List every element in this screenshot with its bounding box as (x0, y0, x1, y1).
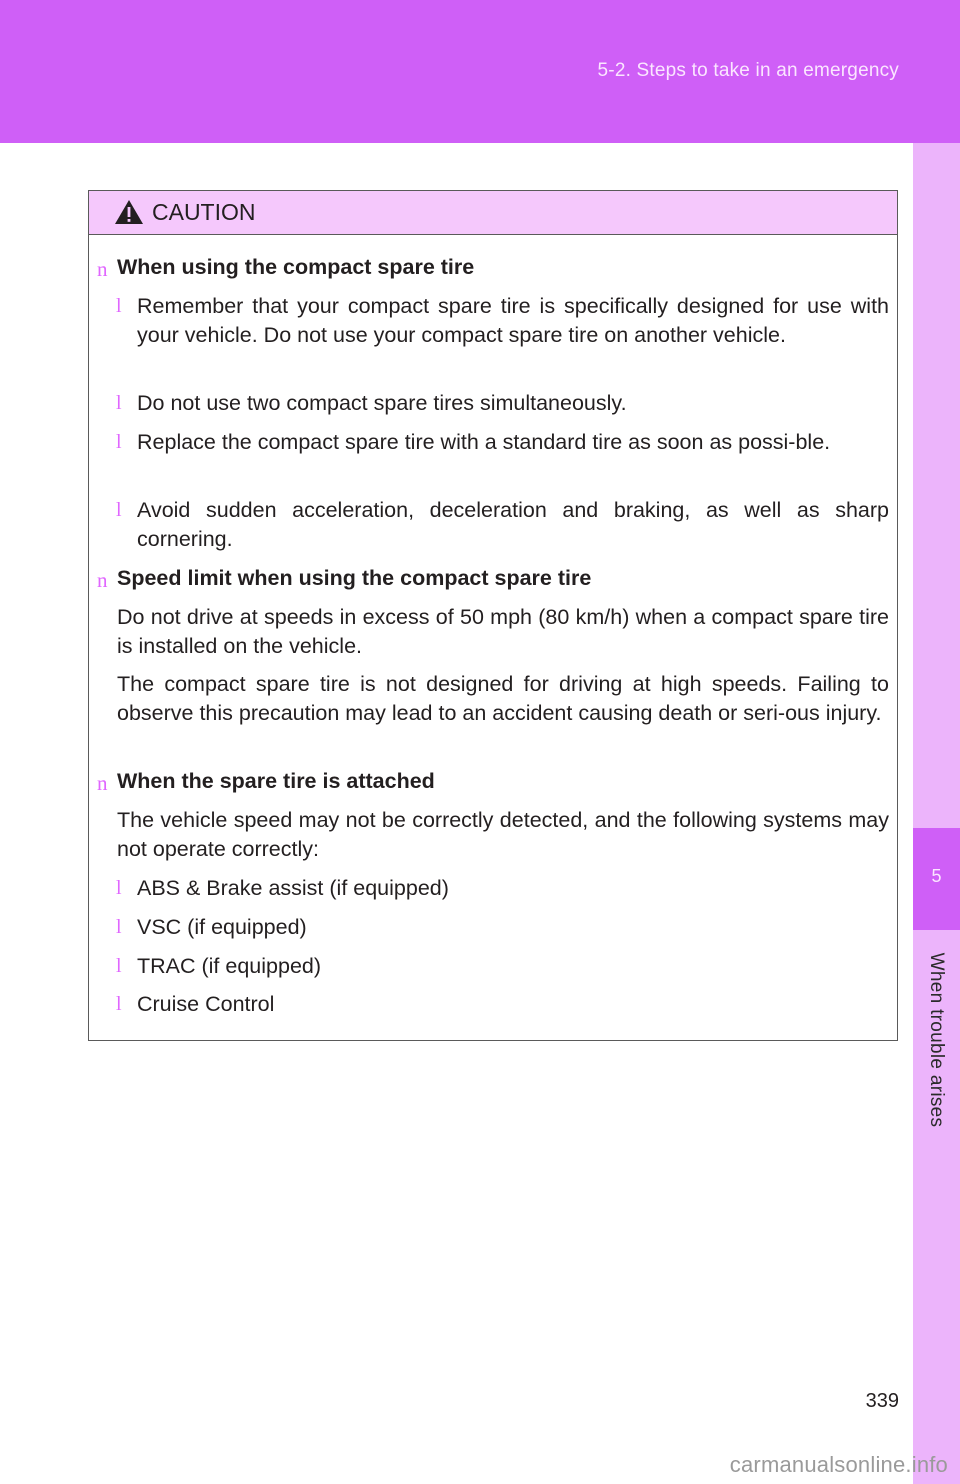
bullet-marker: l (116, 392, 122, 414)
paragraph: The compact spare tire is not designed for driving at high speeds. Failing to observe this precaution may lead to an accident causing death or seri-ous injury. (117, 672, 889, 725)
list-item: Do not use two compact spare tires simultaneously. (137, 391, 627, 415)
bullet-marker: l (116, 295, 122, 317)
paragraph: Do not drive at speeds in excess of 50 mph (80 km/h) when a compact spare tire is installed on the vehicle. (117, 605, 889, 658)
side-tab (913, 143, 960, 1484)
page-number: 339 (865, 1390, 899, 1412)
section-heading: When using the compact spare tire (117, 255, 475, 279)
list-item: Remember that your compact spare tire is specifically designed for use with your vehicle. Do not use your compact spare tire on another vehicle. (137, 294, 889, 347)
heading-marker: n (97, 771, 108, 795)
bullet-marker: l (116, 499, 122, 521)
caution-title: CAUTION (152, 199, 256, 225)
paragraph: The vehicle speed may not be correctly detected, and the following systems may not operate correctly: (117, 808, 889, 861)
bullet-marker: l (116, 993, 122, 1015)
section-heading: Speed limit when using the compact spare tire (117, 566, 592, 590)
bullet-marker: l (116, 955, 122, 977)
list-item: TRAC (if equipped) (137, 954, 322, 978)
caution-header (89, 191, 897, 235)
heading-marker: n (97, 257, 108, 281)
bullet-marker: l (116, 877, 122, 899)
bullet-marker: l (116, 431, 122, 453)
list-item: Avoid sudden acceleration, deceleration and braking, as well as sharp cornering. (137, 498, 889, 551)
caution-box (88, 190, 898, 1041)
list-item: VSC (if equipped) (137, 915, 307, 939)
watermark[interactable]: carmanualsonline.info (729, 1452, 948, 1477)
warning-triangle-icon (114, 199, 144, 225)
list-item: Cruise Control (137, 992, 275, 1016)
list-item: Replace the compact spare tire with a standard tire as soon as possi-ble. (137, 430, 831, 454)
heading-marker: n (97, 568, 108, 592)
chapter-number: 5 (931, 866, 942, 886)
section-title: 5-2. Steps to take in an emergency (597, 60, 899, 81)
chapter-label: When trouble arises (926, 952, 947, 1128)
list-item: ABS & Brake assist (if equipped) (137, 876, 449, 900)
section-heading: When the spare tire is attached (117, 769, 435, 793)
bullet-marker: l (116, 916, 122, 938)
